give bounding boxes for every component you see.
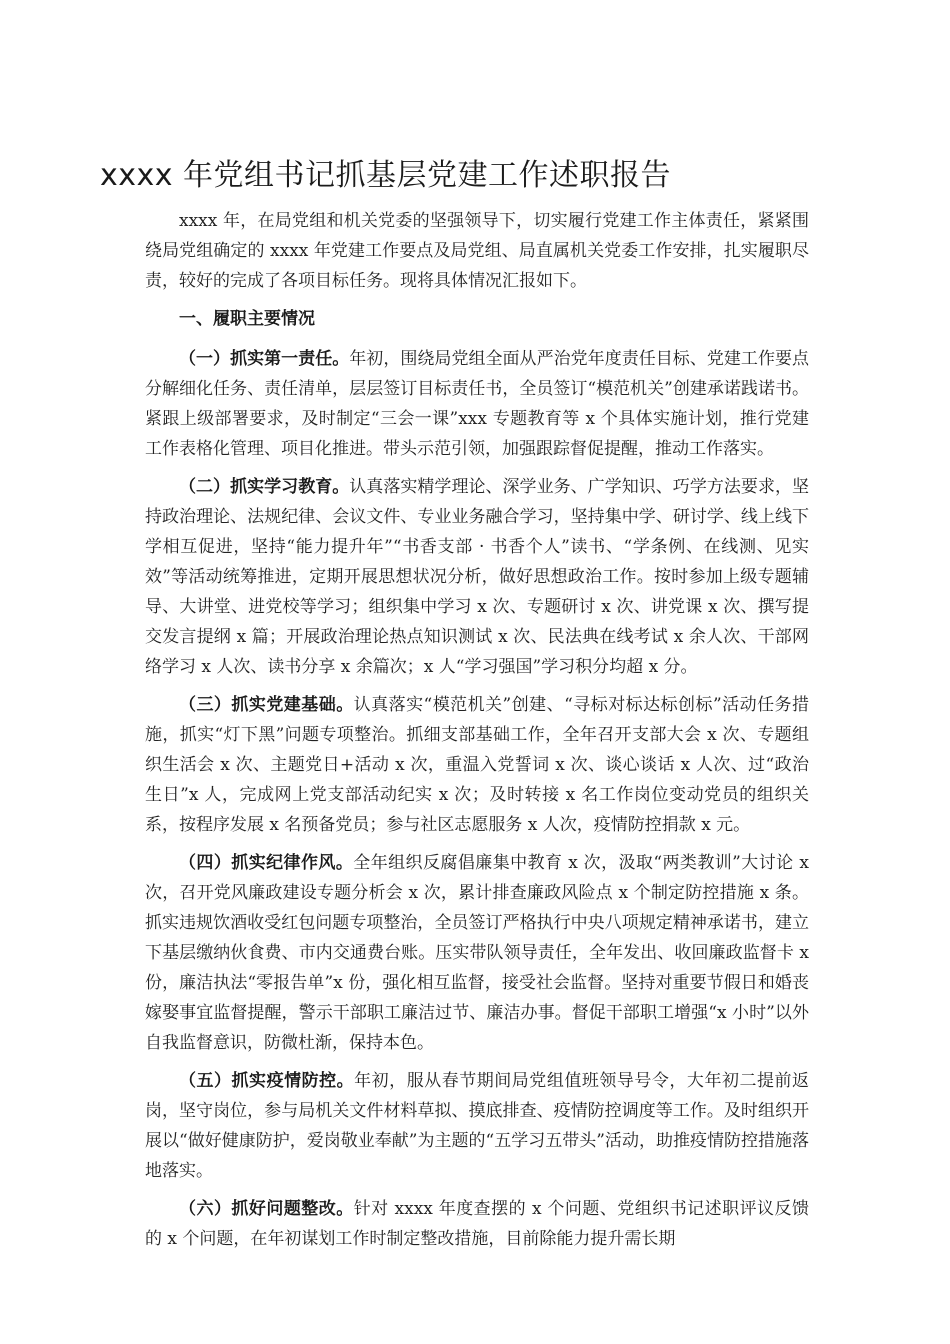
item-lead: （三）抓实党建基础。 — [179, 695, 354, 715]
item-paragraph-5 — [145, 1066, 809, 1186]
item-text: 认真落实“模范机关”创建、“寻标对标达标创标”活动任务措施，抓实“灯下黑”问题专项整治。抓细支部基础工作，全年召开支部大会 x 次、专题组织生活会 x 次、主题党日+活动 x 次，重温入党誓词 x 次、谈心谈话 x 人次、过“政治生日”x 人，完成网上党支部活动纪实 x 次；及时转接 x 名工作岗位变动党员的组织关系，按程序发展 x 名预备党员；参与社区志愿服务 x 人次，疫情防控捐款 x 元。 — [145, 695, 810, 835]
item-lead: （一）抓实第一责任。 — [179, 349, 350, 369]
item-text: 年初，围绕局党组全面从严治党年度责任目标、党建工作要点分解细化任务、责任清单，层层签订目标责任书，全员签订“模范机关”创建承诺践诺书。紧跟上级部署要求，及时制定“三会一课”xxx 专题教育等 x 个具体实施计划，推行党建工作表格化管理、项目化推进。带头示范引领，加强跟踪督促提醒，推动工作落实。 — [145, 349, 810, 459]
item-paragraph-3 — [145, 690, 809, 840]
item-text: 全年组织反腐倡廉集中教育 x 次，汲取“两类教训”大讨论 x 次，召开党风廉政建设专题分析会 x 次，累计排查廉政风险点 x 个制定防控措施 x 条。抓实违规饮酒收受红包问题专项整治，全员签订严格执行中央八项规定精神承诺书，建立下基层缴纳伙食费、市内交通费台账。压实带队领导责任，全年发出、收回廉政监督卡 x 份，廉洁执法“零报告单”x 份，强化相互监督，接受社会监督。坚持对重要节假日和婚丧嫁娶事宜监督提醒，警示干部职工廉洁过节、廉洁办事。督促干部职工增强“x 小时”以外自我监督意识，防微杜渐，保持本色。 — [145, 853, 809, 1053]
item-lead: （四）抓实纪律作风。 — [179, 853, 354, 873]
item-text: 认真落实精学理论、深学业务、广学知识、巧学方法要求，坚持政治理论、法规纪律、会议文件、专业业务融合学习，坚持集中学、研讨学、线上线下学相互促进，坚持“能力提升年”“书香支部 · 书香个人”读书、“学条例、在线测、见实效”等活动统筹推进，定期开展思想状况分析，做好思想政治工作。按时参加上级专题辅导、大讲堂、进党校等学习；组织集中学习 x 次、专题研讨 x 次、讲党课 x 次、撰写提交发言提纲 x 篇；开展政治理论热点知识测试 x 次、民法典在线考试 x 余人次、干部网络学习 x 人次、读书分享 x 余篇次；x 人“学习强国”学习积分均超 x 分。 — [145, 477, 810, 677]
item-text: 针对 xxxx 年度查摆的 x 个问题、党组织书记述职评议反馈的 x 个问题，在年初谋划工作时制定整改措施，目前除能力提升需长期 — [145, 1199, 809, 1249]
intro-paragraph: xxxx 年，在局党组和机关党委的坚强领导下，切实履行党建工作主体责任，紧紧围绕局党组确定的 xxxx 年党建工作要点及局党组、局直属机关党委工作安排，扎实履职尽责，较好的完成了各项目标任务。现将具体情况汇报如下。 — [145, 211, 809, 291]
item-paragraph-2 — [145, 472, 809, 682]
item-lead: （二）抓实学习教育。 — [179, 477, 350, 497]
item-paragraph-4 — [145, 848, 809, 1058]
item-text: 年初，服从春节期间局党组值班领导号令，大年初二提前返岗，坚守岗位，参与局机关文件材料草拟、摸底排查、疫情防控调度等工作。及时组织开展以“做好健康防护，爱岗敬业奉献”为主题的“五学习五带头”活动，助推疫情防控措施落地落实。 — [145, 1071, 810, 1181]
item-paragraph-1 — [145, 344, 809, 464]
item-lead: （五）抓实疫情防控。 — [179, 1071, 355, 1091]
document-body — [145, 206, 809, 1262]
item-lead: （六）抓好问题整改。 — [179, 1199, 354, 1219]
item-paragraph-6 — [145, 1194, 809, 1254]
document-title: xxxx 年党组书记抓基层党建工作述职报告 — [100, 158, 672, 193]
section-heading: 一、履职主要情况 — [179, 309, 315, 329]
